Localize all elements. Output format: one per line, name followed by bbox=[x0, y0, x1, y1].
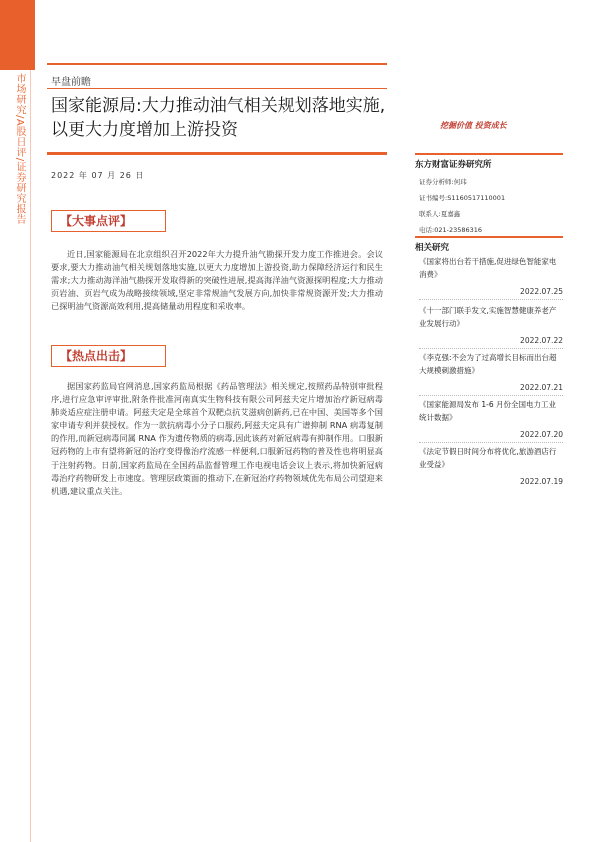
related-heading bbox=[415, 236, 563, 253]
analyst-name: 证券分析师:何玮 bbox=[419, 178, 467, 186]
report-title: 国家能源局:大力推动油气相关规划落地实施,以更大力度增加上游投资 bbox=[51, 96, 386, 140]
sidebar bbox=[0, 0, 35, 842]
related-item-date: 2022.07.20 bbox=[520, 430, 563, 439]
firm-heading bbox=[415, 153, 563, 170]
related-item-title[interactable]: 《国家能源局发布 1-6 月份全国电力工业统计数据》 bbox=[419, 400, 557, 422]
related-title: 相关研究 bbox=[415, 243, 450, 253]
section-title-event: 【大事点评】 bbox=[51, 210, 166, 232]
related-item-date: 2022.07.25 bbox=[520, 287, 563, 296]
section-body-hotspot: 据国家药监局官网消息,国家药监局根据《药品管理法》相关规定,按照药品特别审批程序,进行应急审评审批,附条件批准河南真实生物科技有限公司阿兹夫定片增加治疗新冠病毒肺炎适应症注册申请。阿兹夫定是全球首个双靶点抗艾滋病创新药,已在中国、美国等多个国家申请专利并获授权。作为一款抗病毒小分子口服药,阿兹夫定具有广谱抑制 RNA 病毒复制的作用,而新冠病毒同属 RNA 作为遗传物质的病毒,因此该药对新冠病毒有抑制作用。口服新冠药物的上市有望将新冠的治疗变得像治疗流感一样便利,口服新冠药物的普及性也将明显高于注射药物。日前,国家药监局在全国药品监督管理工作电视电话会议上表示,将加快新冠病毒治疗药物研发上市速度。管理层政策面的推动下,在新冠治疗药物领域优先布局公司望迎来机遇,建议重点关注。 bbox=[51, 381, 383, 496]
analyst-cert: 证书编号:S1160517110001 bbox=[419, 194, 506, 202]
sidebar-accent-band bbox=[0, 0, 35, 70]
firm-name: 东方财富证券研究所 bbox=[415, 160, 492, 170]
header-rule bbox=[47, 88, 387, 89]
section-body-event: 近日,国家能源局在北京组织召开2022年大力提升油气勘探开发力度工作推进会。会议要求,要大力推动油气相关规划落地实施,以更大力度增加上游投资,助力保障经济运行和民生需求;大力推动海洋油气勘探开发取得新的突破性进展,提高海洋油气资源探明程度;大力推动页岩油、页岩气成为战略接续领域,坚定非常规油气发展方向,加快非常规资源开发;大力推动已探明油气资源高效利用,提高储量动用程度和采收率。 bbox=[51, 249, 383, 312]
related-item-title[interactable]: 《李克强:不会为了过高增长目标而出台超大规模刺激措施》 bbox=[419, 353, 557, 375]
related-separator bbox=[419, 299, 563, 300]
header-top-rule bbox=[47, 63, 387, 65]
sidebar-label: 市场研究/A股日评/证券研究报告 bbox=[14, 73, 25, 225]
related-separator bbox=[419, 442, 563, 443]
related-item-title[interactable]: 《国家将出台若干措施,促进绿色智能家电消费》 bbox=[419, 257, 557, 279]
report-date: 2022 年 07 月 26 日 bbox=[51, 171, 145, 180]
section-title-hotspot: 【热点出击】 bbox=[51, 345, 166, 367]
related-item-date: 2022.07.21 bbox=[520, 383, 563, 392]
related-item-title[interactable]: 《法定节假日时间分布将优化,旅游酒店行业受益》 bbox=[419, 447, 557, 469]
contact-name: 联系人:夏嘉鑫 bbox=[419, 210, 461, 218]
related-item-title[interactable]: 《十一部门联手发文,实施智慧健康养老产业发展行动》 bbox=[419, 306, 557, 328]
sidebar-divider bbox=[30, 70, 31, 842]
related-separator bbox=[419, 348, 563, 349]
report-category: 早盘前瞻 bbox=[51, 77, 91, 88]
related-item-date: 2022.07.19 bbox=[520, 477, 563, 486]
title-rule bbox=[47, 152, 387, 155]
related-separator bbox=[419, 395, 563, 396]
related-item-date: 2022.07.22 bbox=[520, 336, 563, 345]
contact-phone: 电话:021-23586316 bbox=[419, 226, 483, 234]
slogan: 挖掘价值 投资成长 bbox=[440, 121, 507, 130]
